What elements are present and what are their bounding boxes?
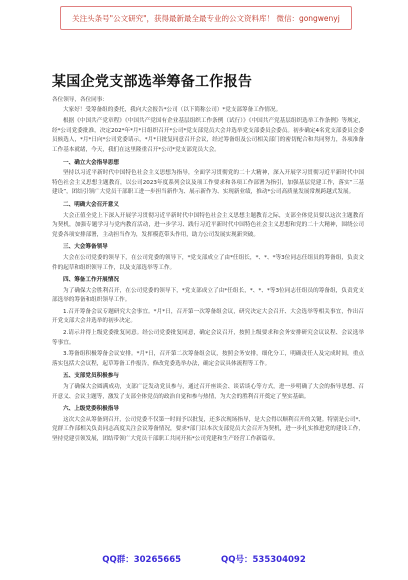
qq-group-text: QQ群：30265665 xyxy=(102,555,182,565)
footer-contacts xyxy=(0,553,408,565)
qq-number-text: QQ号：535304092 xyxy=(221,555,306,565)
section-heading: 一、确立大会指导思想 xyxy=(63,159,119,166)
section-text: 大会正值全党上下深入开展学习贯彻习近平新时代中国特色社会主义思想主题教育之际，支部全体党员要以这次主题教育为契机，加强专题学习与党内教育活动，进一步学习、践行习近平新时代中国特色社会主义思想和党的二十大精神，围绕公司党委各项安排部署，主动担当作为，发挥模范带头作用，助力公司发展实现新突破。 xyxy=(52,212,364,238)
section-text: 坚持以习近平新时代中国特色社会主义思想为指导，全面学习贯彻党的二十大精神，深入开展学习贯彻习近平新时代中国特色社会主义思想主题教育，以公司2023年度系列会议及项工作要求和各项工作部署为指引，加强基层党建工作，落实“三基建设”，团结引领广大党员干部职工进一步担当新作为、展示新作为、实现新业绩，推动*公司高质量发展常规跨越式发展。 xyxy=(52,170,364,196)
section-text: 3.筹备组积极筹备会议安排。*月*日，召开第二次筹备组会议，按照会务安排，细化分工，明确责任人及完成时间，重点落实包括大会议程，起草筹备工作报告，修改党委选举办法，确定会议具体流程等工作。 xyxy=(52,351,364,367)
section-text: 大会在公司党委的领导下，在公司党委的领导下，*党支部成立了由*任组长，*、*、*等3位同志任组员的筹备组，负责文件的起草和组织领导工作，以及支部选举等工作。 xyxy=(52,254,364,271)
section-text: 2.请示并得上级党委批复同意。经公司党委批复同意，确定会议召开，按照上级要求和会务安排研究会议议程、会议选举等事宜。 xyxy=(52,330,364,346)
greeting: 各位领导，各位同事： xyxy=(52,97,108,103)
section-heading: 四、筹备工作开展情况 xyxy=(63,277,119,284)
section-heading: 三、大会筹备领导 xyxy=(63,244,108,251)
section-heading: 五、支部党员积极参与 xyxy=(63,373,119,380)
paragraph: 大家好！受筹备组的委托，我向大会报告*公司（以下简称公司）*党支部筹备工作情况。 xyxy=(63,106,282,113)
section-text: 这次大会从筹备到召开，公司党委不仅第一时间予以批复，还多次现场指导，是大会得以顺利召开的关键。特别是公司*、党群工作部相关负责同志高度关注会议筹备情况，要求*部门以本次支部党员大会召开为契机，进一步扎实推进党的建设工作，坚持党建引领发展，团结带领广大党员干部职工共同开拓*公司党建和生产经营工作新篇章。 xyxy=(52,416,364,442)
section-text: 为了确保大会胜利召开，在公司党委的领导下，*党支部成立了由*任组长，*、*、*等3位同志任组员的筹备组，负责党支部选举的筹备和组织领导工作。 xyxy=(52,287,364,304)
section-heading: 二、明确大会召开意义 xyxy=(63,201,119,208)
section-heading: 六、上级党委积极指导 xyxy=(63,406,119,413)
section-text: 为了确保大会圆满成功，支部广泛发动党员参与，通过召开座谈会、谈话谈心等方式，进一步明确了大会的指导思想、召开意义、会议主题等，激发了支部全体党员的政治自觉和参与热情，为大会的胜利召开奠定了坚实基础。 xyxy=(52,384,364,400)
document-body xyxy=(52,96,364,447)
section-text: 1.召开筹备会议专题研究大会事宜。*月*日，召开第一次筹备组会议，研究决定大会召开、大会选举等相关事宜，作出召开党支部大会并选举的初步决定。 xyxy=(52,308,364,325)
promo-banner-text: 关注头条号"公文研究"，获得最新最全最专业的公文资料库！ 微信：gongwenyj xyxy=(72,13,340,23)
promo-banner xyxy=(60,6,352,30)
paragraph: 根据《中国共产党章程》《中国共产党国有企业基层组织工作条例（试行）》《中国共产党基层组织选举工作条例》等规定，经*公司党委批准，决定202*年*月*日组织召开*公司*党支部党员大会并选举党支部委员会委员。初步确定4名党支部委员会委员候选人，*月*日向*公司党委请示，*月*日批复同意召开会议，经过筹备组及公司相关部门的密切配合和共同努力，各项准备工作基本就绪，今天，我们在这里隆重召开*公司*党支部党员大会。 xyxy=(52,118,364,153)
document-title: 某国企党支部选举筹备工作报告 xyxy=(52,74,253,90)
